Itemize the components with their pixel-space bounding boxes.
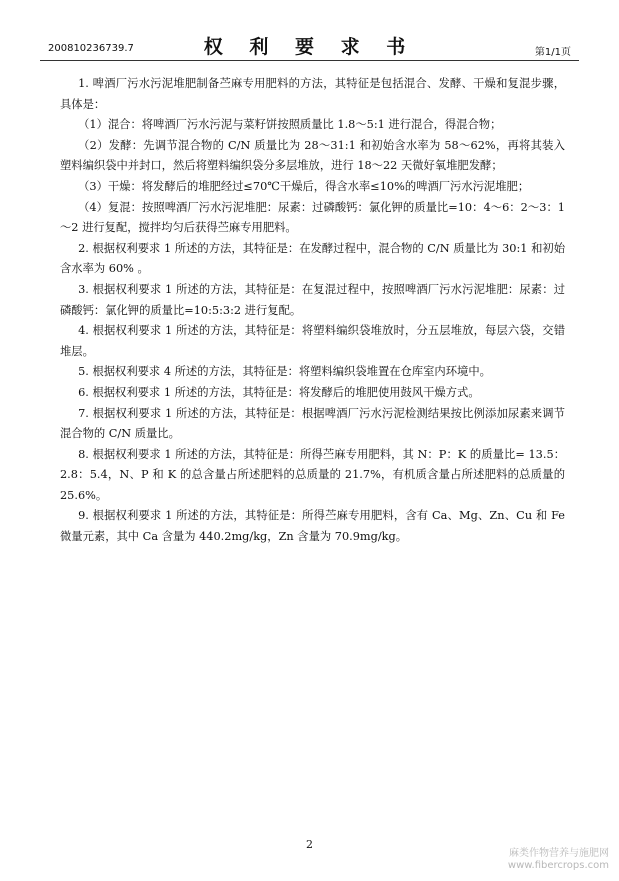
page-header <box>40 26 579 60</box>
page-number: 2 <box>306 838 313 851</box>
watermark-site-url: www.fibercrops.com <box>507 860 609 871</box>
claim-9: 9. 根据权利要求 1 所述的方法，其特征是：所得苎麻专用肥料，含有 Ca、Mg、Zn、Cu 和 Fe 微量元素，其中 Ca 含量为 440.2mg/kg，Zn 含量为 70.9mg/kg。 <box>60 509 565 544</box>
site-watermark <box>508 848 609 872</box>
claim-3: 3. 根据权利要求 1 所述的方法，其特征是：在复混过程中，按照啤酒厂污水污泥堆肥：尿素：过磷酸钙：氯化钾的质量比=10:5:3:2 进行复配。 <box>60 282 565 317</box>
claim-8: 8. 根据权利要求 1 所述的方法，其特征是：所得苎麻专用肥料，其 N：P：K 的质量比= 13.5：2.8：5.4，N、P 和 K 的总含量占所述肥料的总质量的 21.7%，有机质含量占所述肥料的总质量的 25.6%。 <box>60 447 565 502</box>
claim-1-step-compounding: （4）复混：按照啤酒厂污水污泥堆肥：尿素：过磷酸钙：氯化钾的质量比=10：4～6：2～3：1～2 进行复配，搅拌均匀后获得苎麻专用肥料。 <box>60 200 565 235</box>
claim-1-step-drying: （3）干燥：将发酵后的堆肥经过≤70℃干燥后，得含水率≤10%的啤酒厂污水污泥堆肥； <box>78 179 530 193</box>
page-indicator: 第1/1页 <box>534 47 571 58</box>
claim-4: 4. 根据权利要求 1 所述的方法，其特征是：将塑料编织袋堆放时，分五层堆放，每层六袋，交错堆层。 <box>60 324 565 358</box>
claim-6: 6. 根据权利要求 1 所述的方法，其特征是：将发酵后的堆肥使用鼓风干燥方式。 <box>78 385 480 399</box>
document-title: 权 利 要 求 书 <box>203 36 416 58</box>
header-rule <box>40 60 579 61</box>
claim-5: 5. 根据权利要求 4 所述的方法，其特征是：将塑料编织袋堆置在仓库室内环境中。 <box>78 365 491 379</box>
claim-1-step-mixing: （1）混合：将啤酒厂污水污泥与菜籽饼按照质量比 1.8～5:1 进行混合，得混合物； <box>78 118 502 132</box>
claim-2: 2. 根据权利要求 1 所述的方法，其特征是：在发酵过程中，混合物的 C/N 质量比为 30:1 和初始含水率为 60% 。 <box>60 241 565 276</box>
claim-1: 1. 啤酒厂污水污泥堆肥制备苎麻专用肥料的方法，其特征是包括混合、发酵、干燥和复混步骤，具体是： <box>60 77 565 111</box>
application-number: 200810236739.7 <box>48 43 134 54</box>
claims-body <box>60 74 565 548</box>
claim-7: 7. 根据权利要求 1 所述的方法，其特征是：根据啤酒厂污水污泥检测结果按比例添加尿素来调节混合物的 C/N 质量比。 <box>60 406 565 441</box>
watermark-site-name: 麻类作物营养与施肥网 <box>509 848 609 859</box>
claim-1-step-fermentation: （2）发酵：先调节混合物的 C/N 质量比为 28～31:1 和初始含水率为 58～62%，再将其装入塑料编织袋中并封口，然后将塑料编织袋分多层堆放，进行 18～22 天微好氧堆肥发酵； <box>60 138 565 173</box>
